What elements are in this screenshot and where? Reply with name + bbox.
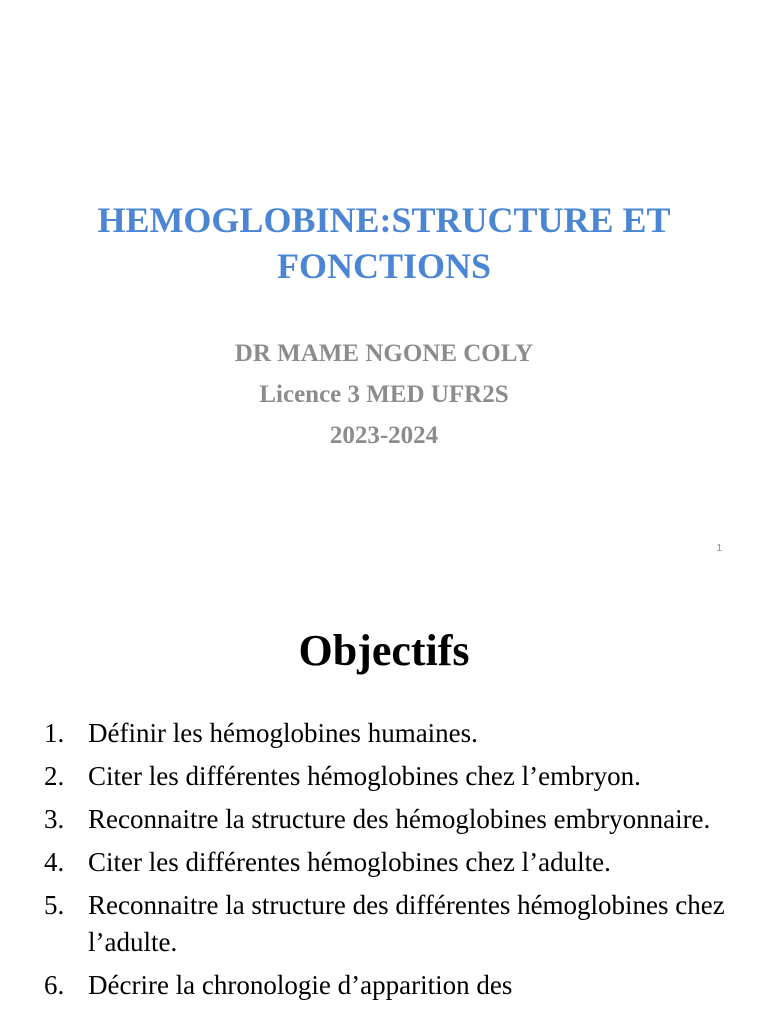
list-item — [44, 758, 744, 795]
course-name: Licence 3 MED UFR2S — [259, 381, 509, 408]
list-item — [44, 844, 744, 881]
list-item — [44, 801, 744, 838]
list-item-text: Décrire la chronologie d’apparition des — [88, 970, 513, 1000]
list-item-text: Définir les hémoglobines humaines. — [88, 718, 478, 748]
list-item — [44, 887, 744, 961]
list-item-number: 2. — [44, 761, 65, 791]
page-number: 1 — [716, 543, 722, 554]
slide-title-line-1: HEMOGLOBINE:STRUCTURE ET — [97, 200, 671, 240]
list-item-number: 6. — [44, 970, 65, 1000]
slide-title — [0, 197, 768, 289]
list-item-number: 1. — [44, 718, 65, 748]
list-item-number: 5. — [44, 890, 65, 920]
slide-title-line-2: FONCTIONS — [276, 246, 492, 286]
list-item — [44, 715, 744, 752]
objectives-heading: Objectifs — [298, 626, 470, 675]
academic-year: 2023-2024 — [329, 422, 439, 449]
objectives-slide — [0, 576, 768, 1024]
list-item — [44, 967, 744, 1004]
list-item-text: Citer les différentes hémoglobines chez l’embryon. — [88, 761, 641, 791]
list-item-text: Citer les différentes hémoglobines chez l’adulte. — [88, 847, 611, 877]
list-item-number: 3. — [44, 804, 65, 834]
slide-subtitle — [0, 333, 768, 456]
list-item-text: Reconnaitre la structure des différentes hémoglobines chez l’adulte. — [88, 890, 725, 957]
list-item-text: Reconnaitre la structure des hémoglobines embryonnaire. — [88, 804, 711, 834]
list-item-number: 4. — [44, 847, 65, 877]
author-name: DR MAME NGONE COLY — [234, 340, 534, 367]
objectives-list — [44, 715, 744, 1010]
